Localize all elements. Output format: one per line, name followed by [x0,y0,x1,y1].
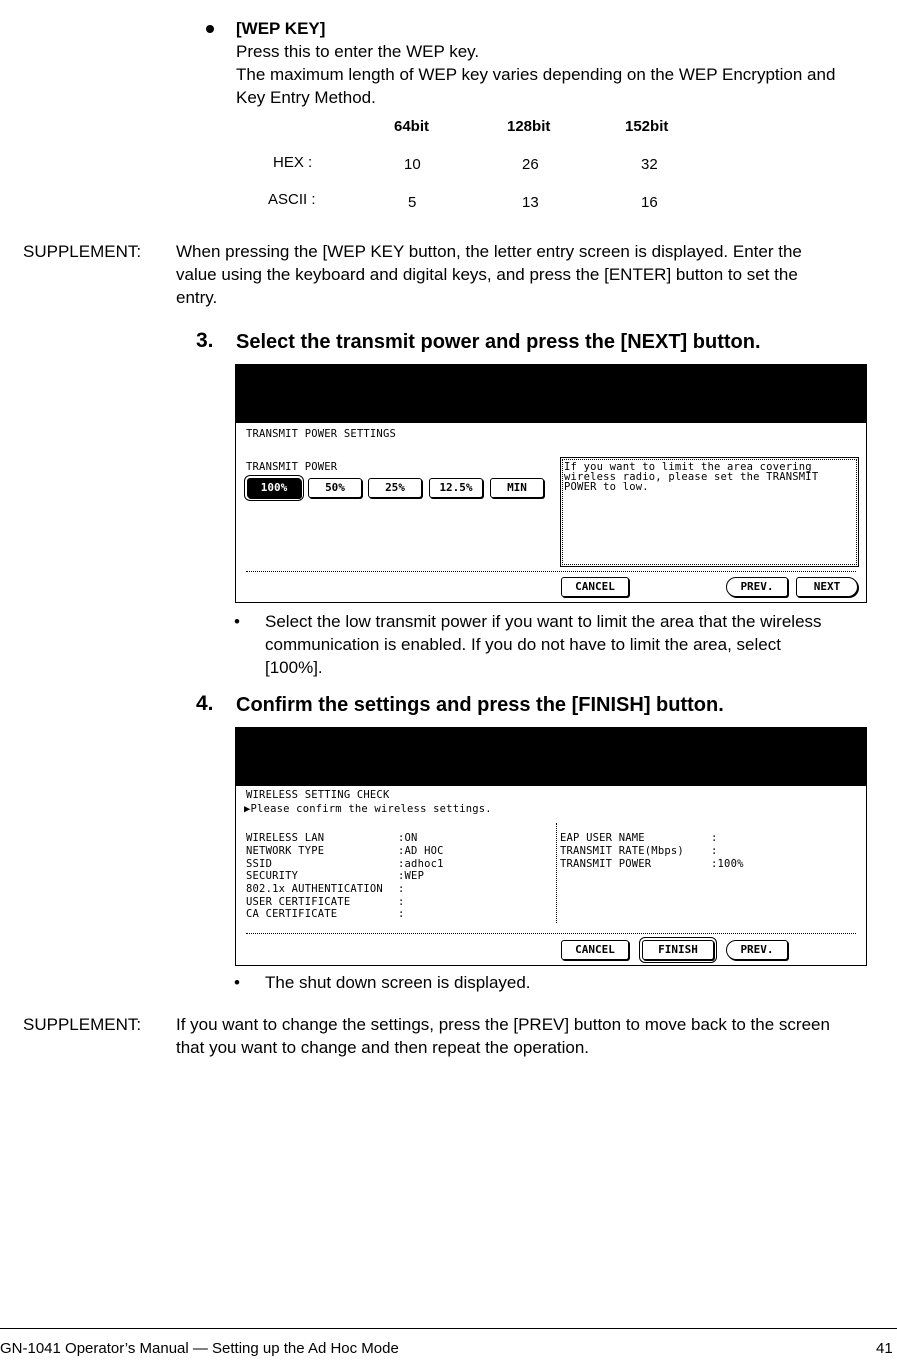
wep-key-desc-1: Press this to enter the WEP key. [236,42,480,61]
wep-key-desc-3: Key Entry Method. [236,88,376,107]
wep-key-title: [WEP KEY] [236,19,326,38]
table-cell: 10 [404,156,421,173]
table-cell: 32 [641,156,658,173]
setting-label: TRANSMIT POWER [560,858,652,870]
table-header-128bit: 128bit [507,118,551,135]
table-cell: 16 [641,194,658,211]
help-message-line: wireless radio, please set the TRANSMIT [564,471,819,483]
screen-heading: TRANSMIT POWER SETTINGS [246,428,396,440]
step-title: Select the transmit power and press the [NEXT] button. [236,331,761,353]
screen-heading: WIRELESS SETTING CHECK [246,789,390,801]
setting-value: : [398,883,405,895]
screen-header-bar [236,365,866,423]
screen-subheading: ▶Please confirm the wireless settings. [244,803,492,815]
setting-label: NETWORK TYPE [246,845,325,857]
step3-note-3: [100%]. [265,658,323,677]
setting-value: : [711,832,718,844]
cancel-button[interactable]: CANCEL [561,940,629,960]
help-message-box [560,457,859,567]
setting-value: : [398,896,405,908]
setting-value: : [398,908,405,920]
footer-title: GN-1041 Operator’s Manual — Setting up the Ad Hoc Mode [0,1340,399,1357]
supplement-label: SUPPLEMENT: [23,242,142,261]
supplement-text-1: When pressing the [WEP KEY button, the letter entry screen is displayed. Enter the [176,242,802,261]
table-header-152bit: 152bit [625,118,669,135]
setting-label: USER CERTIFICATE [246,896,351,908]
finish-button[interactable]: FINISH [642,940,714,960]
table-cell: 26 [522,156,539,173]
power-min-button[interactable]: MIN [490,478,544,498]
setting-label: SECURITY [246,870,299,882]
power-50-button[interactable]: 50% [308,478,362,498]
help-message-line: POWER to low. [564,481,649,493]
setting-label: CA CERTIFICATE [246,908,338,920]
next-button[interactable]: NEXT [796,577,858,597]
wireless-setting-check-screen [235,727,867,966]
setting-label: 802.1x AUTHENTICATION [246,883,383,895]
footer-rule [0,1328,897,1329]
power-100-button[interactable]: 100% [247,478,301,498]
bullet-icon [206,25,214,33]
setting-value: : [711,845,718,857]
setting-value: :AD HOC [398,845,444,857]
power-12-5-button[interactable]: 12.5% [429,478,483,498]
setting-value: :100% [711,858,744,870]
transmit-power-screen [235,364,867,603]
wep-key-desc-2: The maximum length of WEP key varies depending on the WEP Encryption and [236,65,836,84]
supplement-label: SUPPLEMENT: [23,1015,142,1034]
setting-label: TRANSMIT RATE(Mbps) [560,845,684,857]
step3-note-1: Select the low transmit power if you want to limit the area that the wireless [265,612,822,631]
table-header-64bit: 64bit [394,118,430,135]
prev-button[interactable]: PREV. [726,577,788,597]
step-number: 3. [196,329,214,352]
table-row-label-ascii: ASCII : [268,191,316,208]
step3-note-2: communication is enabled. If you do not have to limit the area, select [265,635,781,654]
power-25-button[interactable]: 25% [368,478,422,498]
setting-value: :ON [398,832,418,844]
setting-value: :WEP [398,870,425,882]
prev-button[interactable]: PREV. [726,940,788,960]
cancel-button[interactable]: CANCEL [561,577,629,597]
supplement-text-2: that you want to change and then repeat the operation. [176,1038,590,1057]
screen-header-bar [236,728,866,786]
table-row-label-hex: HEX : [273,154,313,171]
table-cell: 13 [522,194,539,211]
setting-value: :adhoc1 [398,858,444,870]
step-title: Confirm the settings and press the [FINISH] button. [236,694,724,716]
step-number: 4. [196,692,214,715]
setting-label: EAP USER NAME [560,832,645,844]
supplement-text-2: value using the keyboard and digital keys, and press the [ENTER] button to set the [176,265,798,284]
note-bullet: • [234,973,240,992]
table-cell: 5 [408,194,417,211]
supplement-text-1: If you want to change the settings, press the [PREV] button to move back to the screen [176,1015,830,1034]
setting-label: SSID [246,858,273,870]
supplement-text-3: entry. [176,288,218,307]
divider [246,571,856,572]
setting-label: WIRELESS LAN [246,832,325,844]
help-message-line: If you want to limit the area covering [564,461,812,473]
step4-note: The shut down screen is displayed. [265,973,531,992]
page-number: 41 [876,1340,893,1357]
section-label: TRANSMIT POWER [246,461,338,473]
note-bullet: • [234,612,240,631]
column-divider [556,823,557,923]
divider [246,933,856,934]
